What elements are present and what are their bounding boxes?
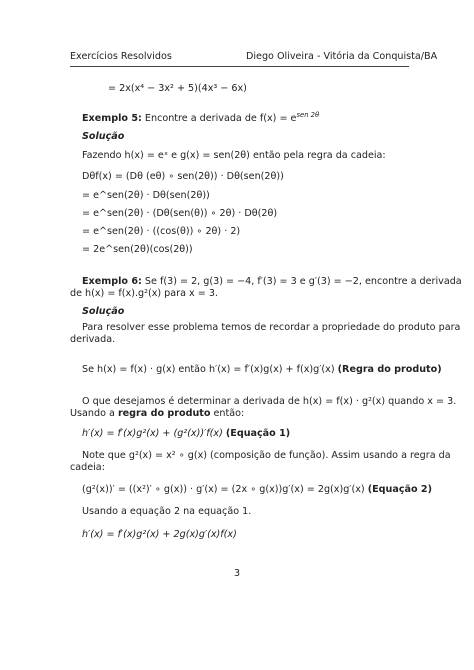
derivation-step-3: = e^sen(2θ) · (Dθ(sen(θ)) ∘ 2θ) · Dθ(2θ) — [82, 208, 278, 219]
solution-5-heading: Solução — [82, 131, 125, 142]
paragraph-3-line-2: cadeia: — [70, 462, 105, 473]
header-left: Exercícios Resolvidos — [70, 51, 172, 62]
derivation-step-4: = e^sen(2θ) · ((cos(θ)) ∘ 2θ) · 2) — [82, 226, 241, 237]
equation-2-label: (Equação 2) — [367, 484, 432, 495]
equation-1: h′(x) = f′(x)g²(x) + (g²(x))′f(x) — [82, 428, 223, 439]
example-5-label: Exemplo 5: — [82, 113, 142, 124]
paragraph-3-line-1: Note que g²(x) = x² ∘ g(x) (composição de função). Assim usando a regra da — [82, 450, 451, 461]
example-5-text: Encontre a derivada de f(x) = e — [144, 113, 297, 124]
page-number: 3 — [233, 568, 241, 579]
derivation-step-5: = 2e^sen(2θ)(cos(2θ)) — [82, 244, 193, 255]
paragraph-4: Usando a equação 2 na equação 1. — [82, 506, 252, 517]
paragraph-1-line-1: Para resolver esse problema temos de recordar a propriedade do produto para — [82, 322, 461, 333]
paragraph-1-line-2: derivada. — [70, 334, 116, 345]
product-rule-line — [82, 364, 442, 376]
equation-line: = 2x(x⁴ − 3x² + 5)(4x³ − 6x) — [108, 83, 247, 94]
paragraph-2-pre: Usando a — [70, 408, 115, 419]
example-6-label: Exemplo 6: — [82, 276, 142, 287]
header-right: Diego Oliveira - Vitória da Conquista/BA — [246, 51, 438, 62]
equation-2: (g²(x))′ = ((x²)′ ∘ g(x)) · g′(x) = (2x ∘ g(x))g′(x) = 2g(x)g′(x) — [82, 484, 365, 495]
paragraph-2-post: então: — [213, 408, 245, 419]
product-rule-label: (Regra do produto) — [337, 364, 442, 375]
equation-1-label: (Equação 1) — [225, 428, 291, 439]
equation-3: h′(x) = f′(x)g²(x) + 2g(x)g′(x)f(x) — [82, 529, 237, 540]
solution-5-intro: Fazendo h(x) = eˣ e g(x) = sen(2θ) então pela regra da cadeia: — [82, 150, 386, 161]
derivation-step-1: Dθf(x) = (Dθ (eθ) ∘ sen(2θ)) · Dθ(sen(2θ)) — [82, 171, 284, 182]
equation-1-line — [82, 428, 290, 440]
example-5 — [82, 113, 319, 125]
paragraph-2-line-2 — [70, 408, 244, 420]
example-5-exponent: sen 2θ — [296, 111, 320, 119]
example-6-text-1: Se f(3) = 2, g(3) = −4, f′(3) = 3 e g′(3) = −2, encontre a derivada — [144, 276, 462, 287]
solution-6-heading: Solução — [82, 306, 125, 317]
example-6-line-2: de h(x) = f(x).g²(x) para x = 3. — [70, 288, 218, 299]
product-rule-formula: Se h(x) = f(x) · g(x) então h′(x) = f′(x)g(x) + f(x)g′(x) — [82, 364, 335, 375]
header-divider — [70, 66, 409, 67]
paragraph-2-line-1: O que desejamos é determinar a derivada de h(x) = f(x) · g²(x) quando x = 3. — [82, 396, 457, 407]
paragraph-2-bold: regra do produto — [117, 408, 211, 419]
example-6-line-1 — [82, 276, 462, 288]
derivation-step-2: = e^sen(2θ) · Dθ(sen(2θ)) — [82, 190, 210, 201]
equation-2-line — [82, 484, 432, 496]
